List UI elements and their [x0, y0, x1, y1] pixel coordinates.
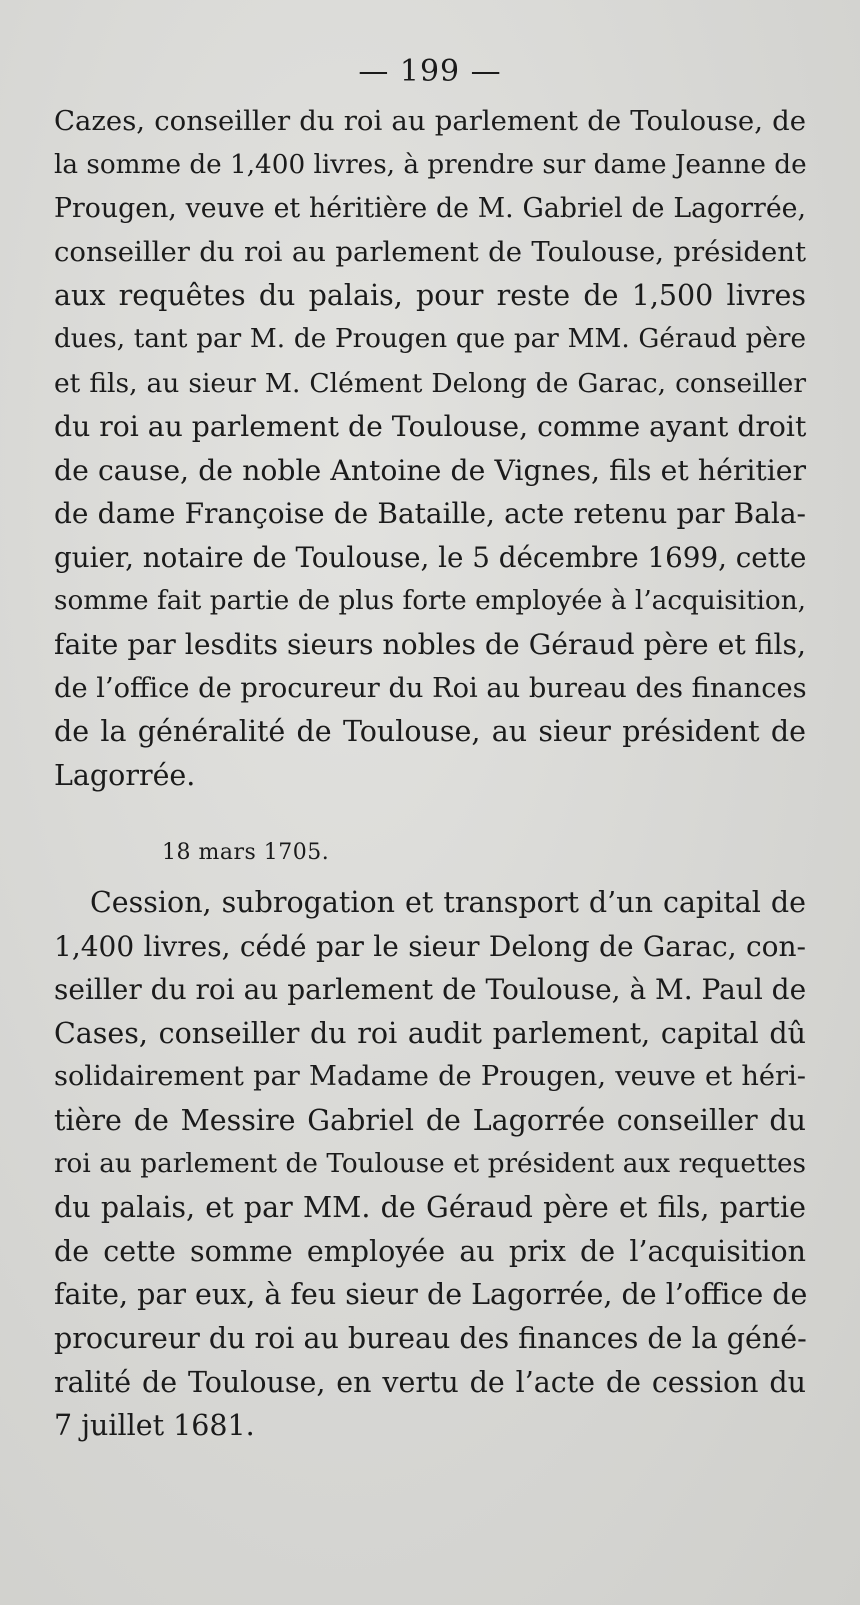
- text-line: somme fait partie de plus forte employée à l’acquisition,: [54, 585, 806, 616]
- text-line: de dame Françoise de Bataille, acte retenu par Bala-: [54, 497, 806, 531]
- text-line: Prougen, veuve et héritière de M. Gabriel de Lagorrée,: [54, 193, 806, 225]
- text-line: Cases, conseiller du roi audit parlement, capital dû: [54, 1016, 806, 1050]
- text-line: de la généralité de Toulouse, au sieur président de: [54, 715, 806, 749]
- text-line: aux requêtes du palais, pour reste de 1,500 livres: [54, 279, 806, 313]
- text-line: Cazes, conseiller du roi au parlement de Toulouse, de: [54, 105, 806, 137]
- date-heading: 18 mars 1705.: [162, 840, 330, 865]
- text-line: guier, notaire de Toulouse, le 5 décembre 1699, cette: [54, 540, 807, 574]
- text-line: tière de Messire Gabriel de Lagorrée conseiller du: [54, 1103, 806, 1137]
- text-line: 7 juillet 1681.: [54, 1409, 255, 1443]
- text-line: et fils, au sieur M. Clément Delong de Garac, conseiller: [54, 367, 806, 399]
- page-number: — 199 —: [358, 54, 502, 89]
- text-line: de cette somme employée au prix de l’acquisition: [54, 1234, 806, 1268]
- text-line: de cause, de noble Antoine de Vignes, fils et héritier: [54, 453, 806, 487]
- text-line: solidairement par Madame de Prougen, veuve et héri-: [54, 1061, 806, 1093]
- text-line: de l’office de procureur du Roi au bureau des finances: [54, 672, 807, 704]
- text-line: du palais, et par MM. de Géraud père et fils, partie: [54, 1191, 806, 1225]
- paragraph-2: [54, 881, 806, 1448]
- text-line: Lagorrée.: [54, 758, 196, 792]
- text-line: la somme de 1,400 livres, à prendre sur dame Jeanne de: [54, 149, 807, 180]
- text-line: roi au parlement de Toulouse et président aux requettes: [54, 1148, 806, 1179]
- text-line: ralité de Toulouse, en vertu de l’acte de cession du: [54, 1365, 806, 1399]
- text-line: seiller du roi au parlement de Toulouse, à M. Paul de: [54, 973, 807, 1007]
- text-line: procureur du roi au bureau des finances de la géné-: [54, 1321, 807, 1355]
- text-line: 1,400 livres, cédé par le sieur Delong de Garac, con-: [54, 929, 806, 963]
- paragraph-1: [54, 100, 806, 798]
- text-line: du roi au parlement de Toulouse, comme ayant droit: [54, 410, 807, 444]
- text-line: faite par lesdits sieurs nobles de Géraud père et fils,: [54, 628, 807, 662]
- text-line: dues, tant par M. de Prougen que par MM. Géraud père: [54, 323, 806, 354]
- text-line: faite, par eux, à feu sieur de Lagorrée, de l’office de: [54, 1278, 808, 1312]
- text-line: Cession, subrogation et transport d’un capital de: [90, 886, 806, 919]
- text-line: conseiller du roi au parlement de Toulouse, président: [54, 235, 806, 268]
